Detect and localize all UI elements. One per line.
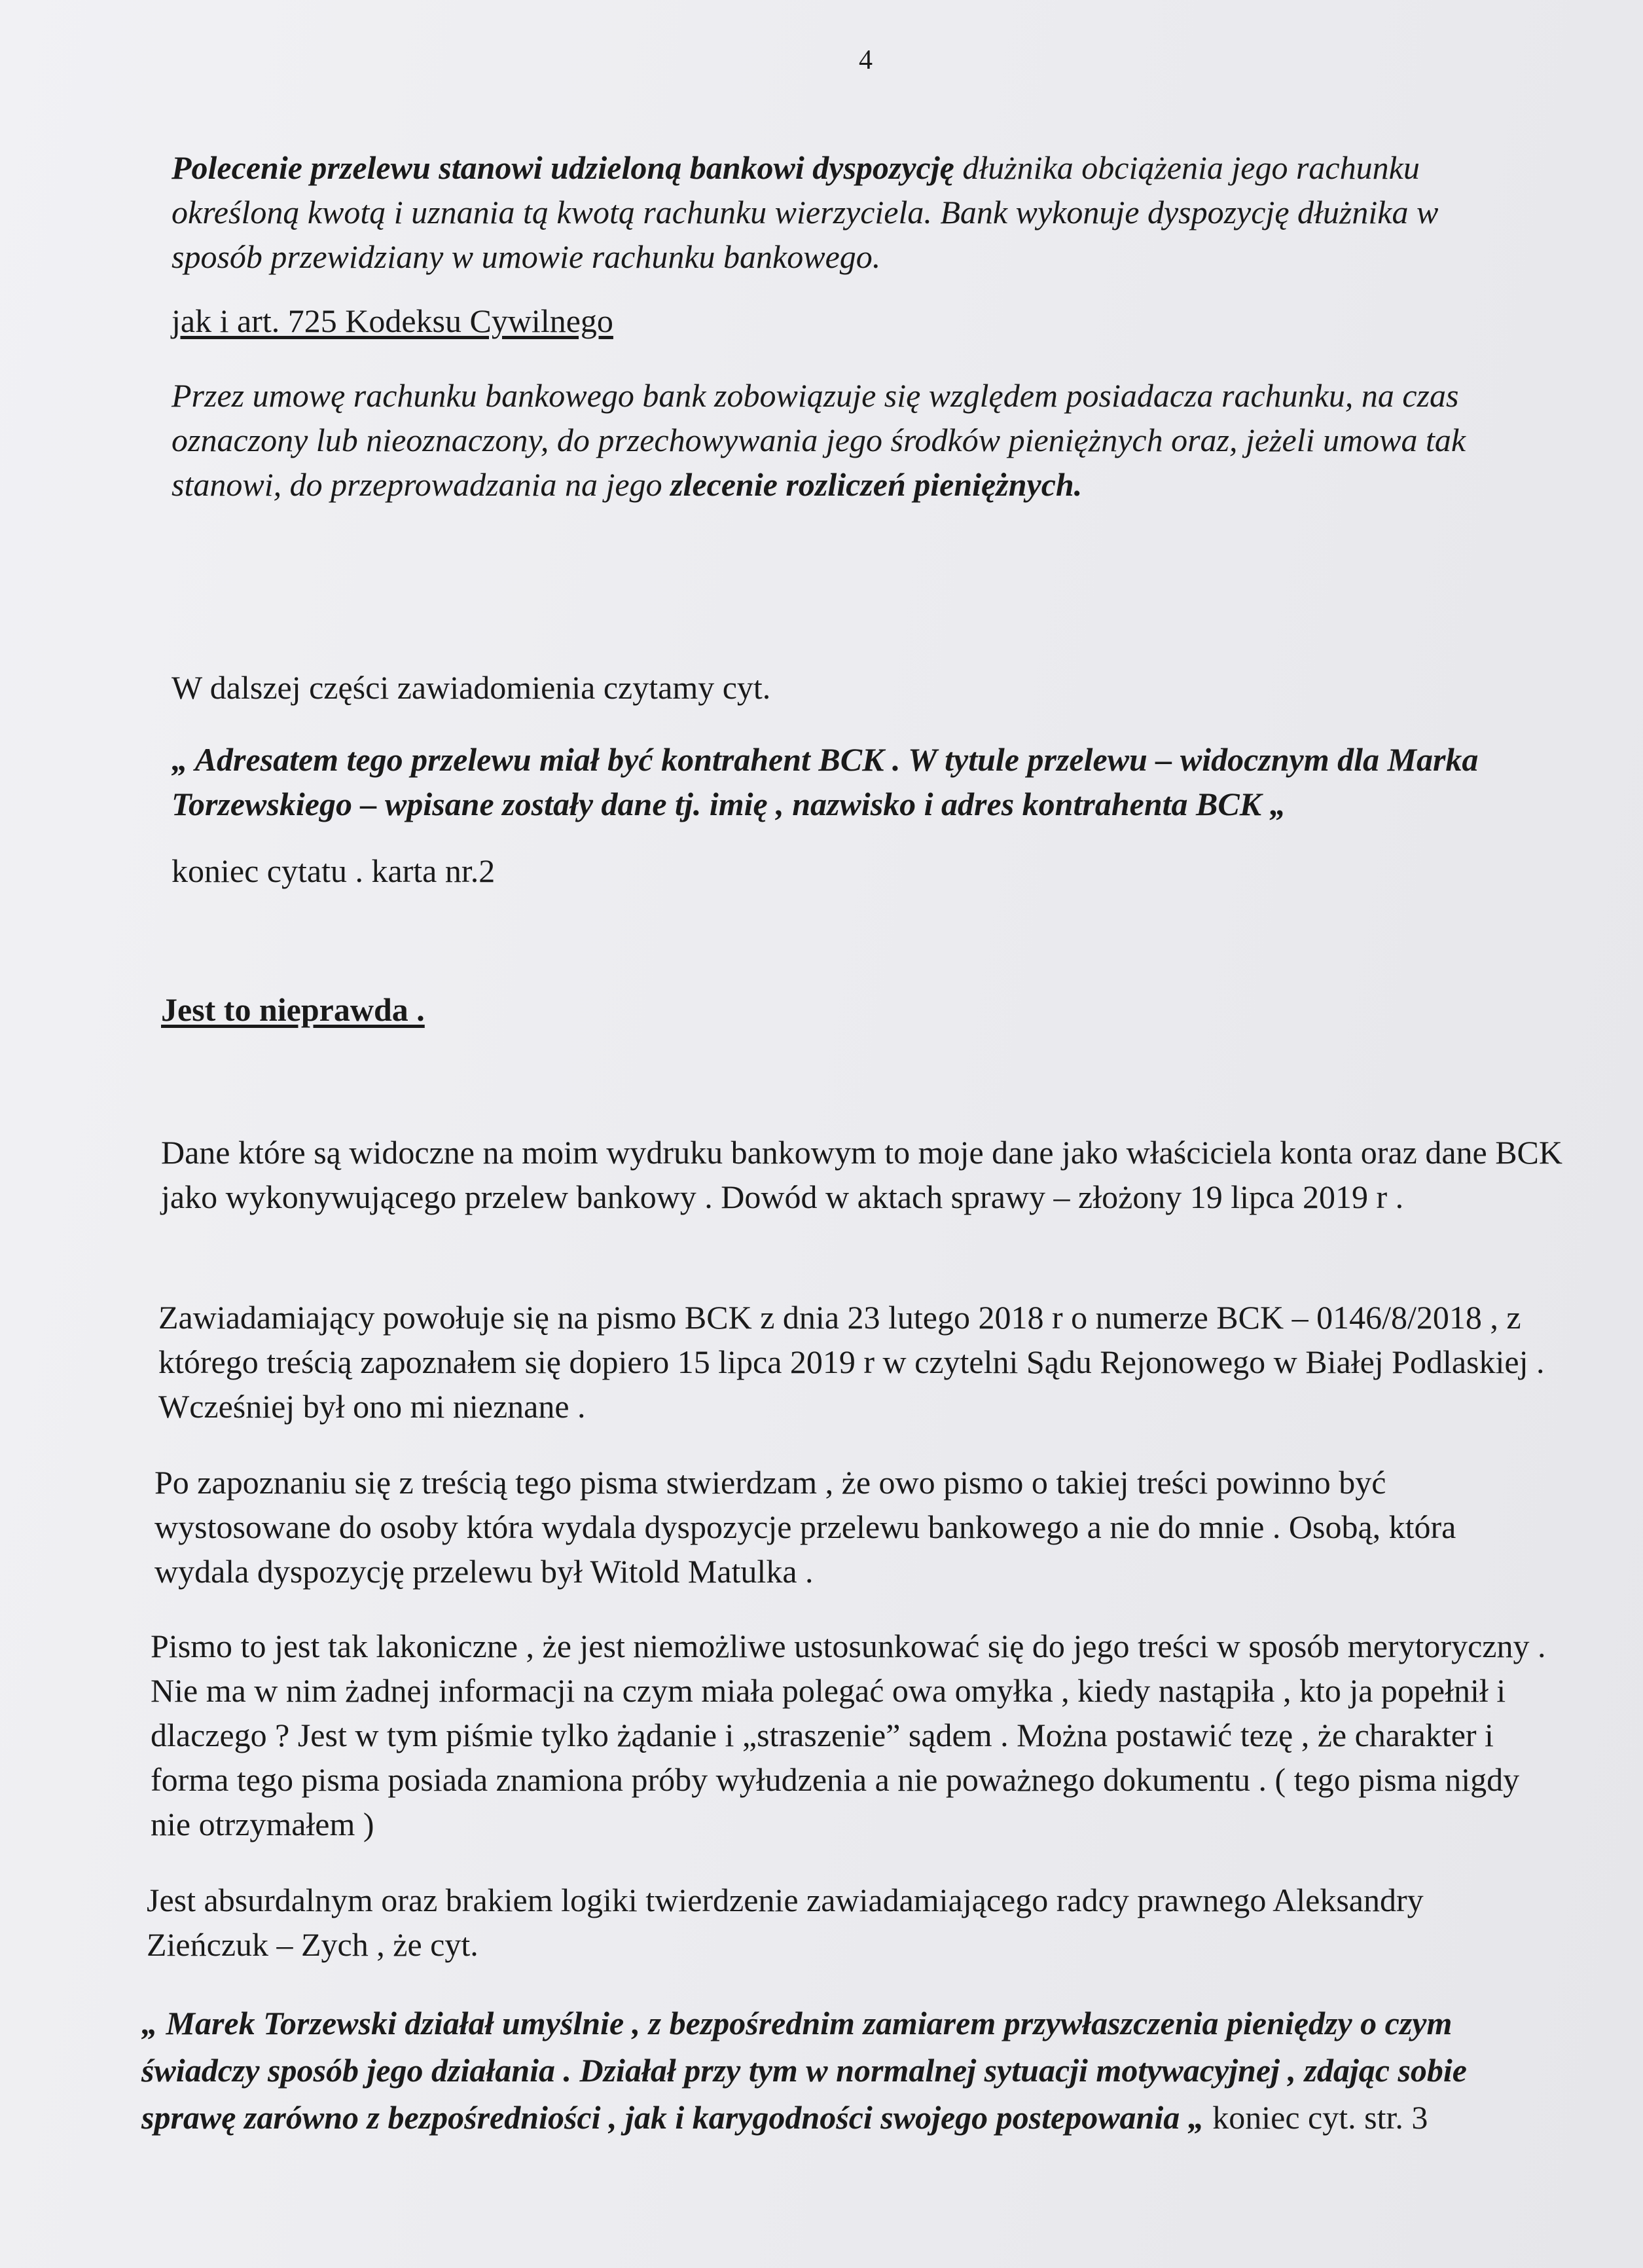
citation-end: koniec cytatu . karta nr.2 (172, 852, 496, 889)
page-number: 4 (859, 45, 873, 75)
quote-bold-part: Polecenie przelewu stanowi udzieloną bankowi dyspozycję (172, 149, 954, 186)
quote-umowa-rachunku (172, 373, 1559, 507)
quote-polecenie-przelewu (172, 145, 1500, 279)
quote-tail: koniec cyt. str. 3 (1204, 2099, 1428, 2136)
quote-adresatem: „ Adresatem tego przelewu miał być kontrahent BCK . W tytule przelewu – widocznym dla Marka Torzewskiego – wpisane zostały dane tj. imię , nazwisko i adres kontrahenta BCK „ (172, 741, 1479, 822)
paragraph-dane: Dane które są widoczne na moim wydruku bankowym to moje dane jako właściciela konta oraz dane BCK jako wykonywującego przelew bankowy . Dowód w aktach sprawy – złożony 19 lipca 2019 r . (161, 1134, 1563, 1215)
quote-bold-part: „ Marek Torzewski działał umyślnie , z bezpośrednim zamiarem przywłaszczenia pieniędzy o czym świadczy sposób jego działania . Działał przy tym w normalnej sytuacji motywacyjnej , zdając sobie sprawę zarówno z bezpośredniości , jak i karygodności swojego postepowania „ (141, 2005, 1467, 2136)
quote-bold-part: zlecenie rozliczeń pieniężnych. (670, 466, 1083, 503)
quote-marek-torzewski (141, 2000, 1568, 2141)
section-heading: Jest to nieprawda . (161, 991, 425, 1028)
paragraph-zawiadamiajacy: Zawiadamiający powołuje się na pismo BCK z dnia 23 lutego 2018 r o numerze BCK – 0146/8/2018 , z którego treścią zapoznałem się dopiero 15 lipca 2019 r w czytelni Sądu Rejonowego w Białej Podlaskiej . Wcześniej był ono mi nieznane . (158, 1299, 1545, 1425)
article-reference: jak i art. 725 Kodeksu Cywilnego (172, 302, 613, 339)
paragraph-pismo-lakoniczne: Pismo to jest tak lakoniczne , że jest niemożliwe ustosunkować się do jego treści w sposób merytoryczny . Nie ma w nim żadnej informacji na czym miała polegać owa omyłka , kiedy nastąpiła , kto ja popełnił i dlaczego ? Jest w tym piśmie tylko żądanie i „straszenie” sądem . Można postawić tezę , że charakter i forma tego pisma posiada znamiona próby wyłudzenia a nie poważnego dokumentu . ( tego pisma nigdy nie otrzymałem ) (151, 1628, 1546, 1842)
paragraph-absurdalnym: Jest absurdalnym oraz brakiem logiki twierdzenie zawiadamiającego radcy prawnego Aleksandry Zieńczuk – Zych , że cyt. (147, 1882, 1424, 1963)
quote-normal-part: Przez umowę rachunku bankowego bank zobowiązuje się względem posiadacza rachunku, na czas oznaczony lub nieoznaczony, do przechowywania jego środków pieniężnych oraz, jeżeli umowa tak stanowi, do przeprowadzania na jego (172, 377, 1466, 503)
citation-intro: W dalszej części zawiadomienia czytamy cyt. (172, 669, 771, 706)
quote-rest: dłużnika obciążenia jego rachunku określoną kwotą i uznania tą kwotą rachunku wierzyciela. Bank wykonuje dyspozycję dłużnika w sposób przewidziany w umowie rachunku bankowego. (172, 149, 1439, 275)
paragraph-po-zapoznaniu: Po zapoznaniu się z treścią tego pisma stwierdzam , że owo pismo o takiej treści powinno być wystosowane do osoby która wydala dyspozycje przelewu bankowego a nie do mnie . Osobą, która wydala dyspozycję przelewu był Witold Matulka . (154, 1464, 1456, 1590)
